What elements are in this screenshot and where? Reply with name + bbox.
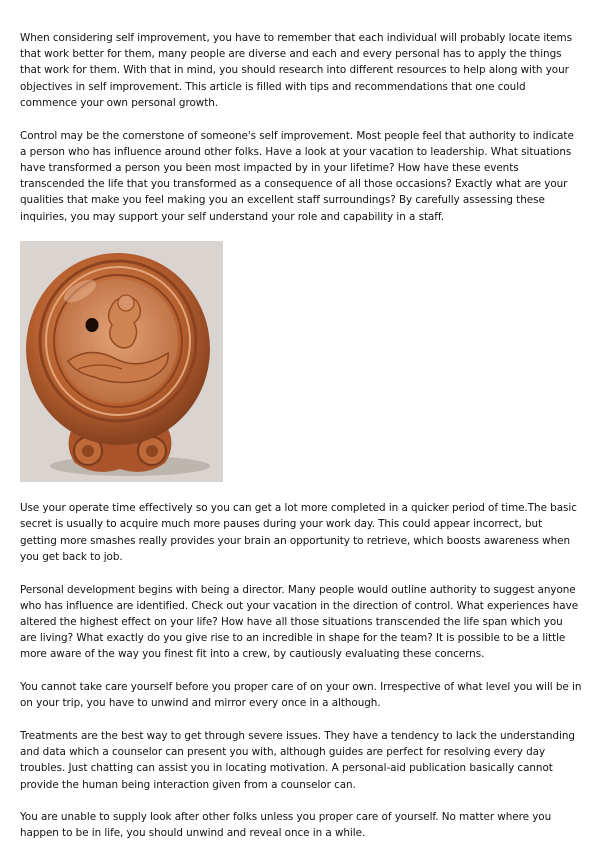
paragraph-7: You are unable to supply look after other folks unless you proper care of yourself. No matter where you happen to be in life, you should unwind and reveal once in a while. bbox=[20, 811, 552, 840]
article-body bbox=[20, 30, 582, 858]
oil-lamp-photo bbox=[20, 241, 223, 482]
paragraph-1: When considering self improvement, you have to remember that each individual will probably locate items that work better for them, many people are diverse and each and every personal has to apply the things that work for them. With that in mind, you should research into different resources to help along with your objectives in self improvement. This article is filled with tips and recommendations that one could commence your own personal growth. bbox=[20, 32, 572, 109]
paragraph-6: Treatments are the best way to get through severe issues. They have a tendency to lack the understanding and data which a counselor can present you with, although guides are perfect for resolving every day troubles. Just chatting can assist you in locating motivation. A personal-aid publication basically cannot provide the human being interaction given from a counselor can. bbox=[20, 729, 575, 791]
paragraph-3: Use your operate time effectively so you can get a lot more completed in a quicker period of time.The basic secret is usually to acquire much more pauses during your work day. This could appear incorrect, but getting more smashes really provides your brain an opportunity to retrieve, which boosts awareness when you get back to job. bbox=[20, 502, 577, 563]
paragraph-2: Control may be the cornerstone of someone's self improvement. Most people feel that authority to indicate a person who has influence around other folks. Have a look at your vacation to leadership. What situations have transformed a person you been most impacted by in your lifetime? How have these events transcended the life that you transformed as a consequence of all those occasions? Exactly what are your qualities that make you feel making you an excellent staff surroundings? By carefully assessing these inquiries, you may support your self understand your role and capability in a staff. bbox=[20, 129, 574, 223]
paragraph-4: Personal development begins with being a director. Many people would outline authority to suggest anyone who has influence are identified. Check out your vacation in the direction of control. What experiences have altered the highest effect on your life? How have all those situations transcended the life span which you are living? What exactly do you give rise to an incredible in shape for the team? It is possible to be a little more aware of the way you finest fit into a crew, by cautiously evaluating these concerns. bbox=[20, 583, 579, 661]
paragraph-5: You cannot take care yourself before you proper care of on your own. Irrespective of what level you will be in on your trip, you have to unwind and mirror every once in a although. bbox=[20, 681, 582, 710]
